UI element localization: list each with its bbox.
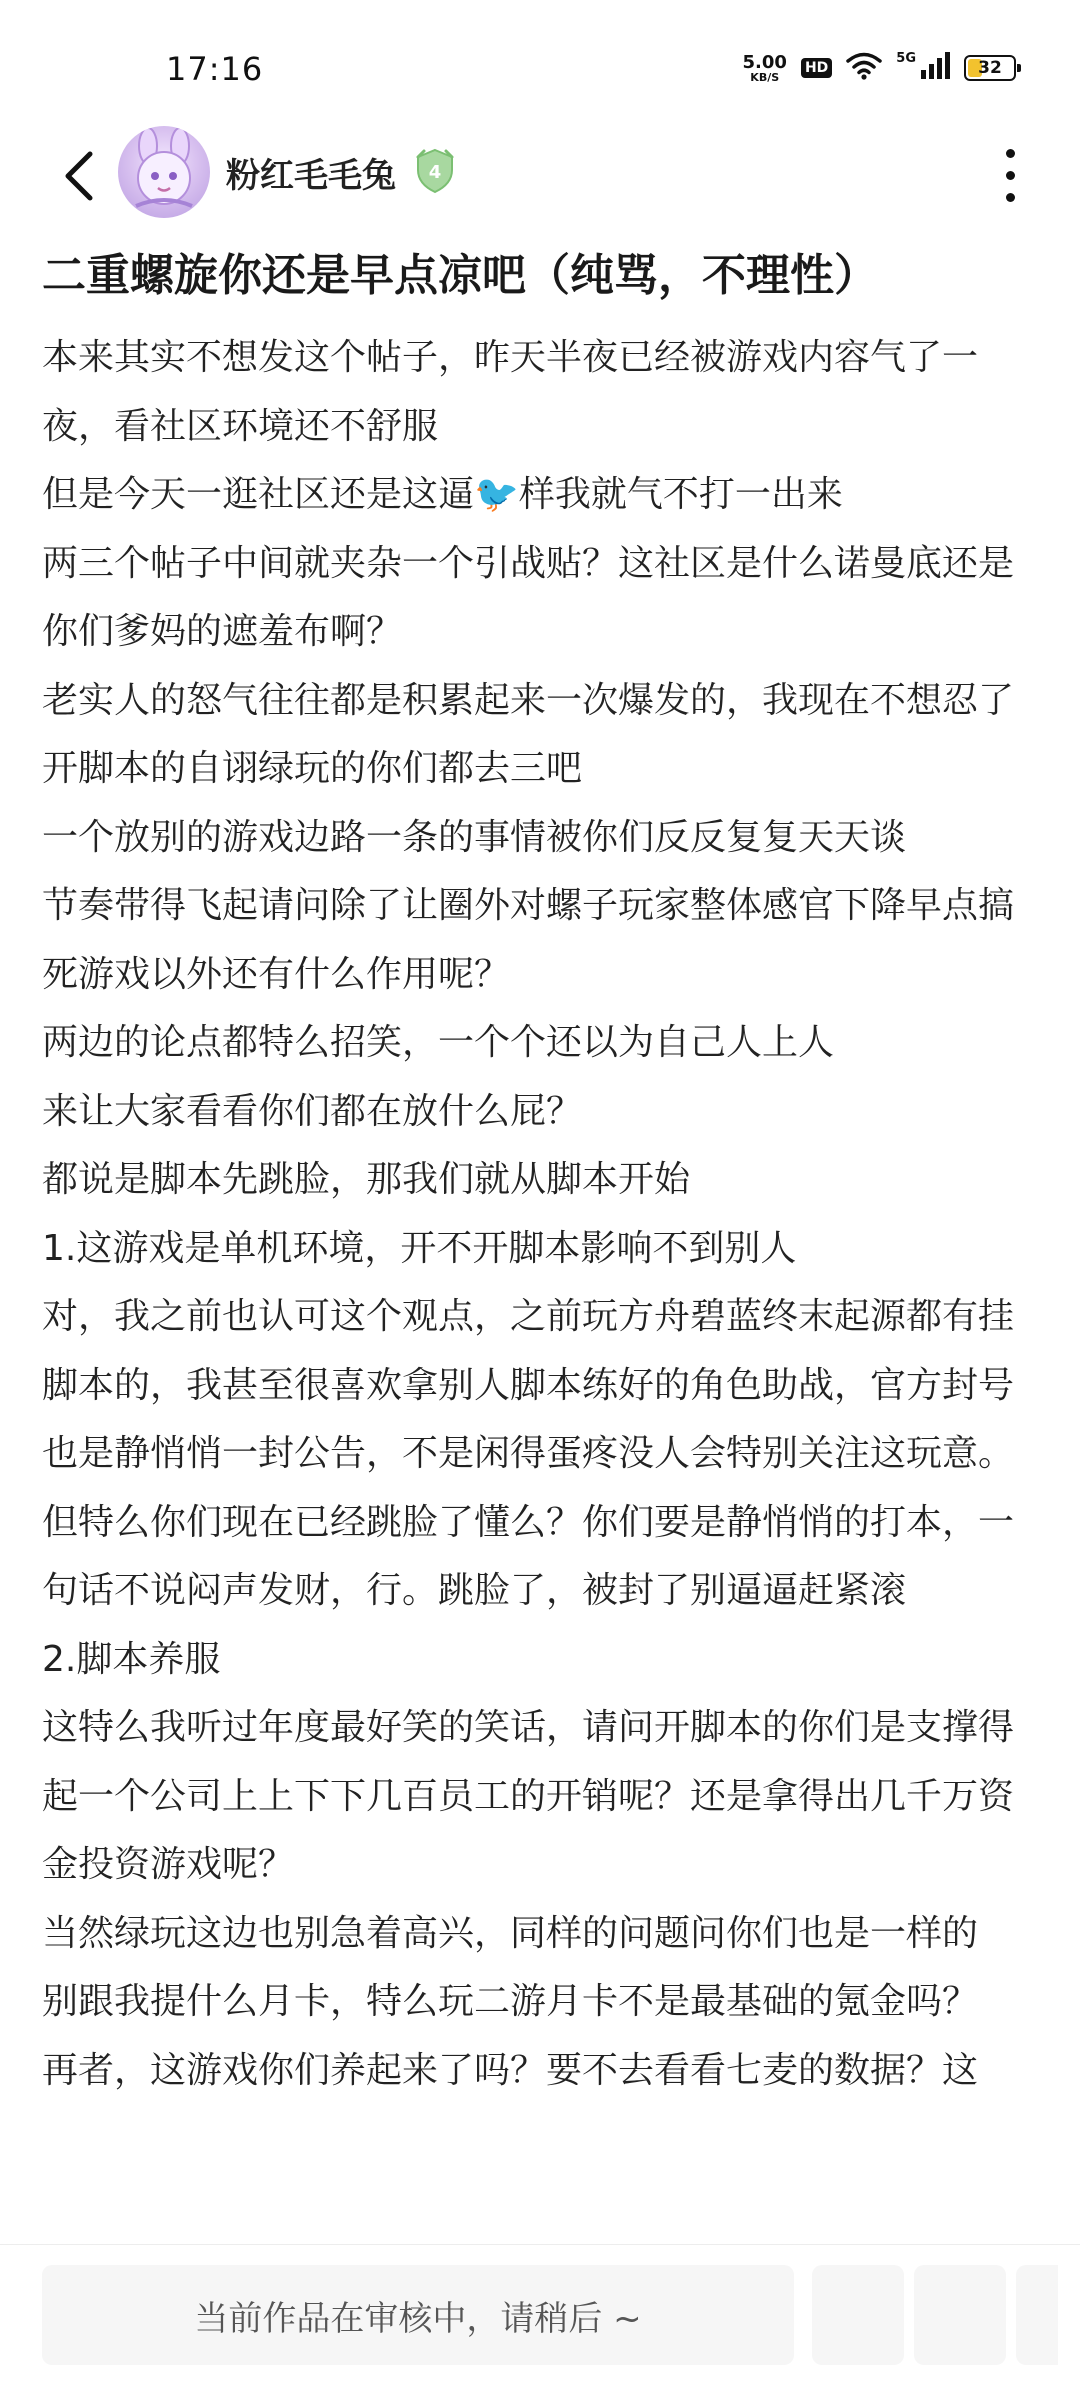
status-time: 17:16 [166, 50, 264, 88]
wifi-icon [846, 52, 882, 84]
network-speed [742, 51, 787, 84]
post-paragraph: 再者，这游戏你们养起来了吗？要不去看看七麦的数据？这 [42, 2049, 979, 2091]
more-options-button[interactable] [990, 142, 1030, 208]
post-body [42, 324, 1042, 2242]
hd-icon: HD [801, 58, 832, 78]
post-paragraph: 老实人的怒气往往都是积累起来一次爆发的，我现在不想忍了 [42, 679, 1015, 721]
post-paragraph: 来让大家看看你们都在放什么屁？ [42, 1090, 583, 1132]
post-paragraph: 对，我之前也认可这个观点，之前玩方舟碧蓝终末起源都有挂脚本的，我甚至很喜欢拿别人脚本练好的角色助战，官方封号也是静悄悄一封公告，不是闲得蛋疼没人会特别关注这玩意。 [42, 1296, 1015, 1474]
avatar-image [118, 126, 210, 218]
action-slot-1[interactable] [812, 2265, 904, 2365]
level-number: 4 [428, 162, 442, 183]
action-slot-3[interactable] [1016, 2265, 1058, 2365]
bottom-action-bar [0, 2244, 1080, 2400]
post-paragraph: 别跟我提什么月卡，特么玩二游月卡不是最基础的氪金吗？ [42, 1981, 979, 2022]
more-dot [1006, 193, 1015, 202]
network-speed-unit: KB/S [750, 70, 780, 84]
back-button[interactable] [52, 144, 108, 208]
cell-signal-icon [920, 52, 950, 84]
post-paragraph: 本来其实不想发这个帖子，昨天半夜已经被游戏内容气了一夜，看社区环境还不舒服 [42, 337, 979, 447]
post-paragraph: 但是今天一逛社区还是这逼🐦样我就气不打一出来 [42, 474, 843, 515]
post-paragraph: 节奏带得飞起请问除了让圈外对螺子玩家整体感官下降早点搞死游戏以外还有什么作用呢？ [42, 885, 1015, 995]
chevron-left-icon [60, 150, 100, 202]
post-paragraph: 一个放别的游戏边路一条的事情被你们反反复复天天谈 [42, 816, 907, 858]
review-status-box[interactable] [42, 2265, 794, 2365]
post-paragraph: 2.脚本养服 [42, 1638, 221, 1680]
network-type-label: 5G [896, 50, 916, 66]
network-speed-value: 5.00 [742, 51, 787, 73]
more-dot [1006, 149, 1015, 158]
avatar[interactable] [118, 126, 210, 218]
post-paragraph: 两三个帖子中间就夹杂一个引战贴？这社区是什么诺曼底还是你们爹妈的遮羞布啊？ [42, 542, 1015, 652]
more-dot [1006, 171, 1015, 180]
post-paragraph: 两边的论点都特么招笑，一个个还以为自己人上人 [42, 1022, 835, 1063]
post-paragraph: 当然绿玩这边也别急着高兴，同样的问题问你们也是一样的 [42, 1912, 979, 1954]
post-header [0, 126, 1080, 226]
username[interactable]: 粉红毛毛兔 [226, 156, 396, 196]
review-status-text: 当前作品在审核中，请稍后 ~ [194, 2298, 642, 2339]
post-paragraph: 都说是脚本先跳脸，那我们就从脚本开始 [42, 1159, 691, 1200]
battery-icon [964, 55, 1016, 81]
post-title: 二重螺旋你还是早点凉吧（纯骂，不理性） [42, 250, 878, 301]
post-paragraph: 开脚本的自诩绿玩的你们都去三吧 [42, 748, 583, 789]
level-badge [414, 148, 456, 194]
action-slot-2[interactable] [914, 2265, 1006, 2365]
status-indicators [743, 52, 1016, 84]
post-paragraph: 这特么我听过年度最好笑的笑话，请问开脚本的你们是支撑得起一个公司上上下下几百员工的开销呢？还是拿得出几千万资金投资游戏呢？ [42, 1707, 1015, 1885]
level-shield-icon [414, 148, 456, 194]
post-paragraph: 但特么你们现在已经跳脸了懂么？你们要是静悄悄的打本，一句话不说闷声发财，行。跳脸了，被封了别逼逼赶紧滚 [42, 1501, 1015, 1611]
post-paragraph: 1.这游戏是单机环境，开不开脚本影响不到别人 [42, 1227, 797, 1269]
battery-level: 32 [978, 58, 1002, 78]
status-bar [0, 0, 1080, 130]
